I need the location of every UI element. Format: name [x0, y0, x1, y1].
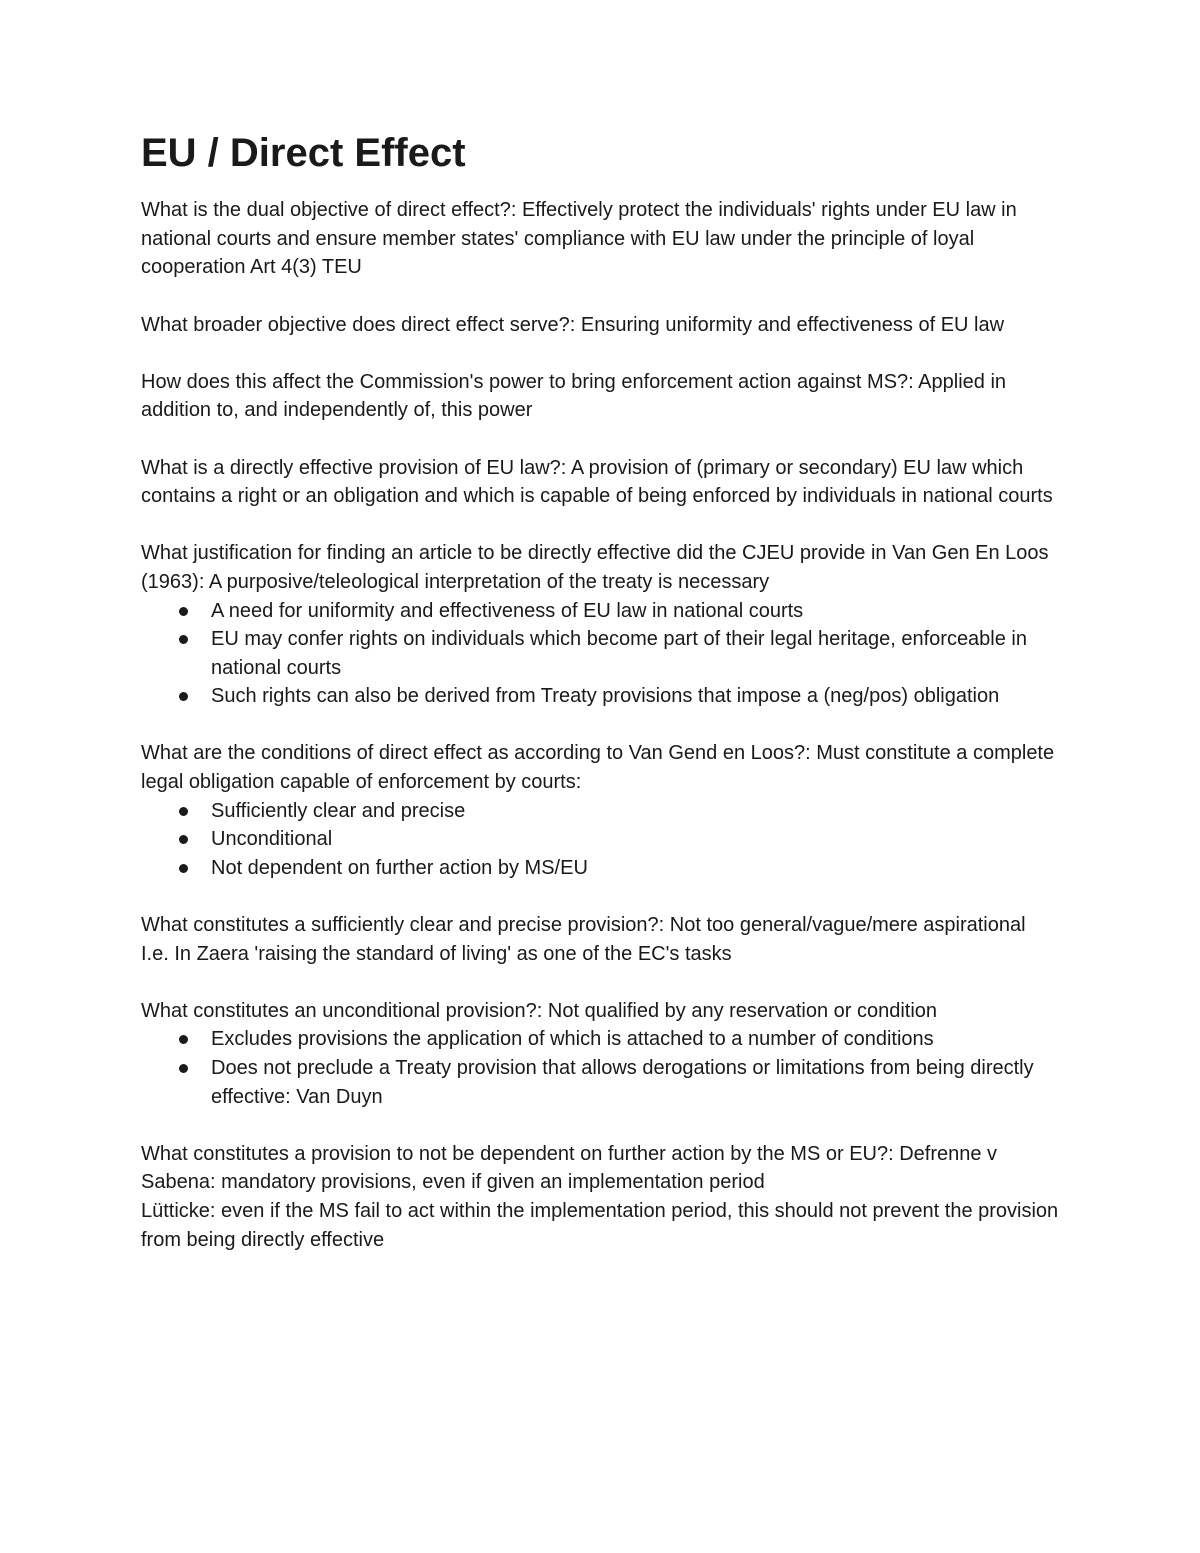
qa-paragraph: What is a directly effective provision of EU law?: A provision of (primary or secondary) EU law which contains a right or an obligation and which is capable of being enforced by individuals in national courts — [141, 456, 1053, 508]
qa-paragraph: What are the conditions of direct effect as according to Van Gend en Loos?: Must constitute a complete legal obligation capable of enforcement by courts: — [141, 742, 1055, 794]
qa-section — [141, 997, 1061, 1111]
qa-paragraph: What justification for finding an article to be directly effective did the CJEU provide in Van Gen En Loos (1963): A purposive/teleological interpretation of the treaty is necessary — [141, 542, 1049, 593]
paragraph-spacer — [141, 882, 1061, 911]
bullet-item: Unconditional — [141, 825, 1061, 854]
bullet-item: Does not preclude a Treaty provision that allows derogations or limitations from being directly effective: Van Duyn — [141, 1054, 1061, 1111]
paragraph-spacer — [141, 425, 1061, 454]
document-title: EU / Direct Effect — [141, 131, 466, 175]
bullet-item: Sufficiently clear and precise — [141, 797, 1061, 826]
paragraph-spacer — [141, 968, 1061, 997]
bullet-list — [141, 597, 1061, 711]
qa-section — [141, 739, 1061, 882]
bullet-item: Excludes provisions the application of which is attached to a number of conditions — [141, 1025, 1061, 1054]
qa-paragraph: What constitutes an unconditional provision?: Not qualified by any reservation or condition — [141, 999, 938, 1022]
bullet-item: Such rights can also be derived from Treaty provisions that impose a (neg/pos) obligation — [141, 682, 1061, 711]
qa-paragraph: What constitutes a sufficiently clear and precise provision?: Not too general/vague/mere aspirational — [141, 914, 1026, 937]
document-body — [141, 168, 1061, 1255]
qa-paragraph: How does this affect the Commission's power to bring enforcement action against MS?: Applied in addition to, and independently of, this power — [141, 370, 1007, 422]
qa-paragraph: What broader objective does direct effect serve?: Ensuring uniformity and effectiveness of EU law — [141, 313, 1005, 336]
paragraph-spacer — [141, 711, 1061, 740]
qa-paragraph: What constitutes a provision to not be dependent on further action by the MS or EU?: Defrenne v Sabena: mandatory provisions, even if given an implementation period — [141, 1142, 998, 1194]
document-page — [141, 131, 1061, 1254]
qa-section — [141, 1140, 1061, 1254]
paragraph-spacer — [141, 282, 1061, 311]
bullet-list — [141, 797, 1061, 883]
qa-section — [141, 368, 1061, 425]
paragraph-spacer — [141, 511, 1061, 540]
qa-paragraph: Lütticke: even if the MS fail to act within the implementation period, this should not prevent the provision from being directly effective — [141, 1199, 1059, 1251]
paragraph-spacer — [141, 1111, 1061, 1140]
paragraph-spacer — [141, 339, 1061, 368]
qa-section — [141, 196, 1061, 282]
qa-section — [141, 911, 1061, 968]
qa-section — [141, 311, 1061, 340]
qa-paragraph: I.e. In Zaera 'raising the standard of living' as one of the EC's tasks — [141, 942, 732, 965]
qa-section — [141, 454, 1061, 511]
qa-section — [141, 539, 1061, 711]
bullet-list — [141, 1025, 1061, 1111]
bullet-item: A need for uniformity and effectiveness of EU law in national courts — [141, 597, 1061, 626]
bullet-item: EU may confer rights on individuals which become part of their legal heritage, enforceable in national courts — [141, 625, 1061, 682]
bullet-item: Not dependent on further action by MS/EU — [141, 854, 1061, 883]
qa-paragraph: What is the dual objective of direct effect?: Effectively protect the individuals' rights under EU law in national courts and ensure member states' compliance with EU law under the principle of loyal cooperation Art 4(3) TEU — [141, 199, 1017, 279]
